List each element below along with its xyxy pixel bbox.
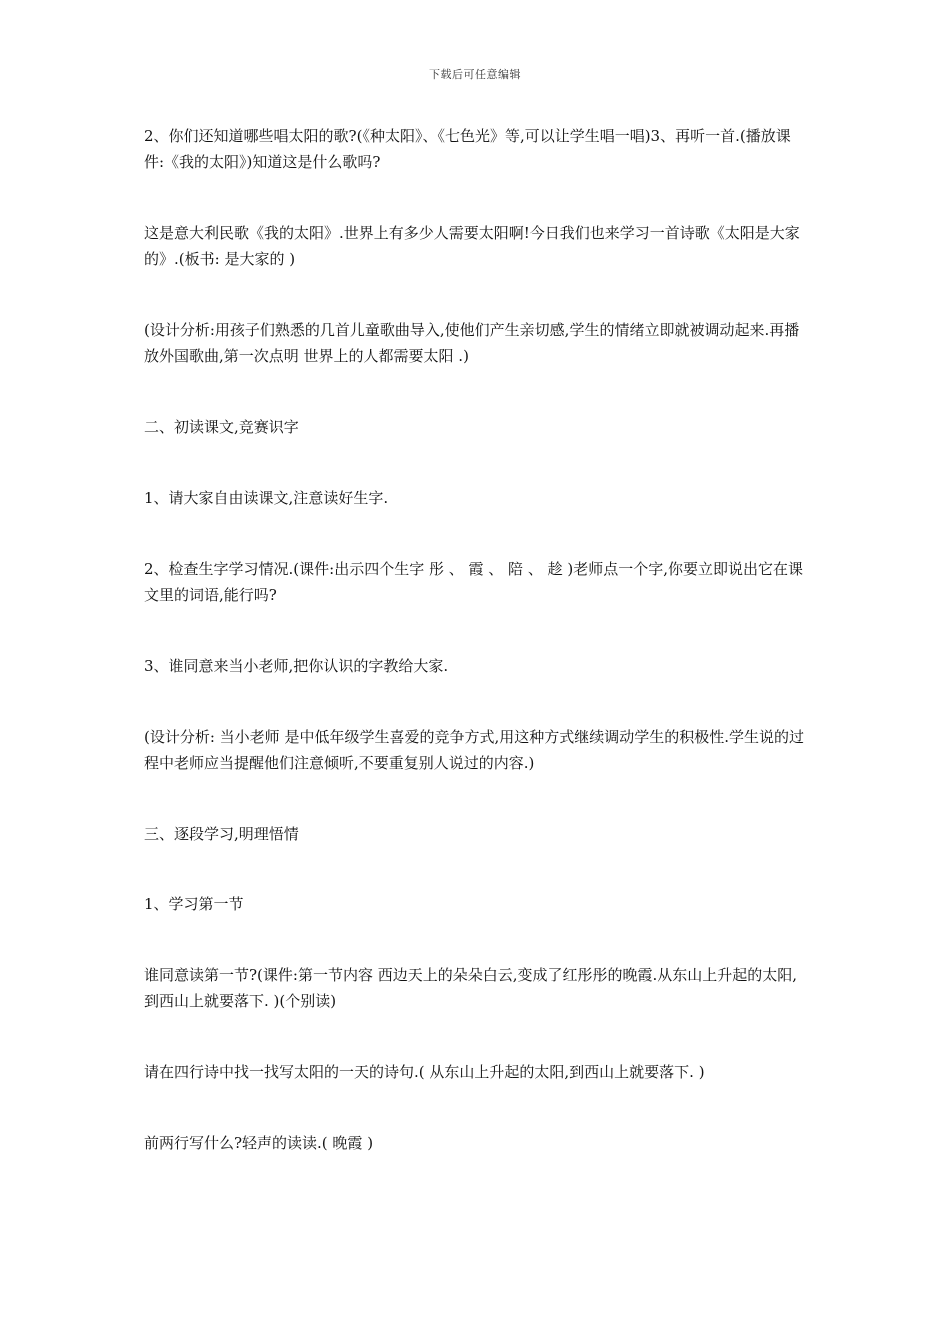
paragraph-step-1: 1、请大家自由读课文,注意读好生字. <box>144 489 389 507</box>
paragraph-songs-question: 2、你们还知道哪些唱太阳的歌?(《种太阳》、《七色光》等,可以让学生唱一唱)3、再听一首.(播放课件:《我的太阳》)知道这是什么歌吗? <box>144 127 791 171</box>
paragraph-step-3: 3、谁同意来当小老师,把你认识的字教给大家. <box>144 657 449 675</box>
page-header: 下载后可任意编辑 <box>429 68 521 81</box>
section-heading-3: 三、逐段学习,明理悟情 <box>144 825 299 843</box>
paragraph-first-stanza: 谁同意读第一节?(课件:第一节内容 西边天上的朵朵白云,变成了红彤彤的晚霞.从东山上升起的太阳,到西山上就要落下. )(个别读) <box>144 966 798 1010</box>
document-body <box>144 123 810 1156</box>
paragraph-design-analysis-1: (设计分析:用孩子们熟悉的几首儿童歌曲导入,使他们产生亲切感,学生的情绪立即就被调动起来.再播放外国歌曲,第一次点明 世界上的人都需要太阳 .) <box>144 321 800 365</box>
paragraph-first-two-lines: 前两行写什么?轻声的读读.( 晚霞 ) <box>144 1134 374 1152</box>
section-heading-2: 二、初读课文,竞赛识字 <box>144 418 299 436</box>
paragraph-subsection-1: 1、学习第一节 <box>144 895 244 913</box>
paragraph-song-intro: 这是意大利民歌《我的太阳》.世界上有多少人需要太阳啊!今日我们也来学习一首诗歌《太阳是大家的》.(板书: 是大家的 ) <box>144 224 800 268</box>
paragraph-step-2: 2、检查生字学习情况.(课件:出示四个生字 彤 、 霞 、 陪 、 趁 )老师点一个字,你要立即说出它在课文里的词语,能行吗? <box>144 560 803 604</box>
paragraph-design-analysis-2: (设计分析: 当小老师 是中低年级学生喜爱的竞争方式,用这种方式继续调动学生的积极性.学生说的过程中老师应当提醒他们注意倾听,不要重复别人说过的内容.) <box>144 728 804 772</box>
paragraph-find-lines: 请在四行诗中找一找写太阳的一天的诗句.( 从东山上升起的太阳,到西山上就要落下. ) <box>144 1063 705 1081</box>
